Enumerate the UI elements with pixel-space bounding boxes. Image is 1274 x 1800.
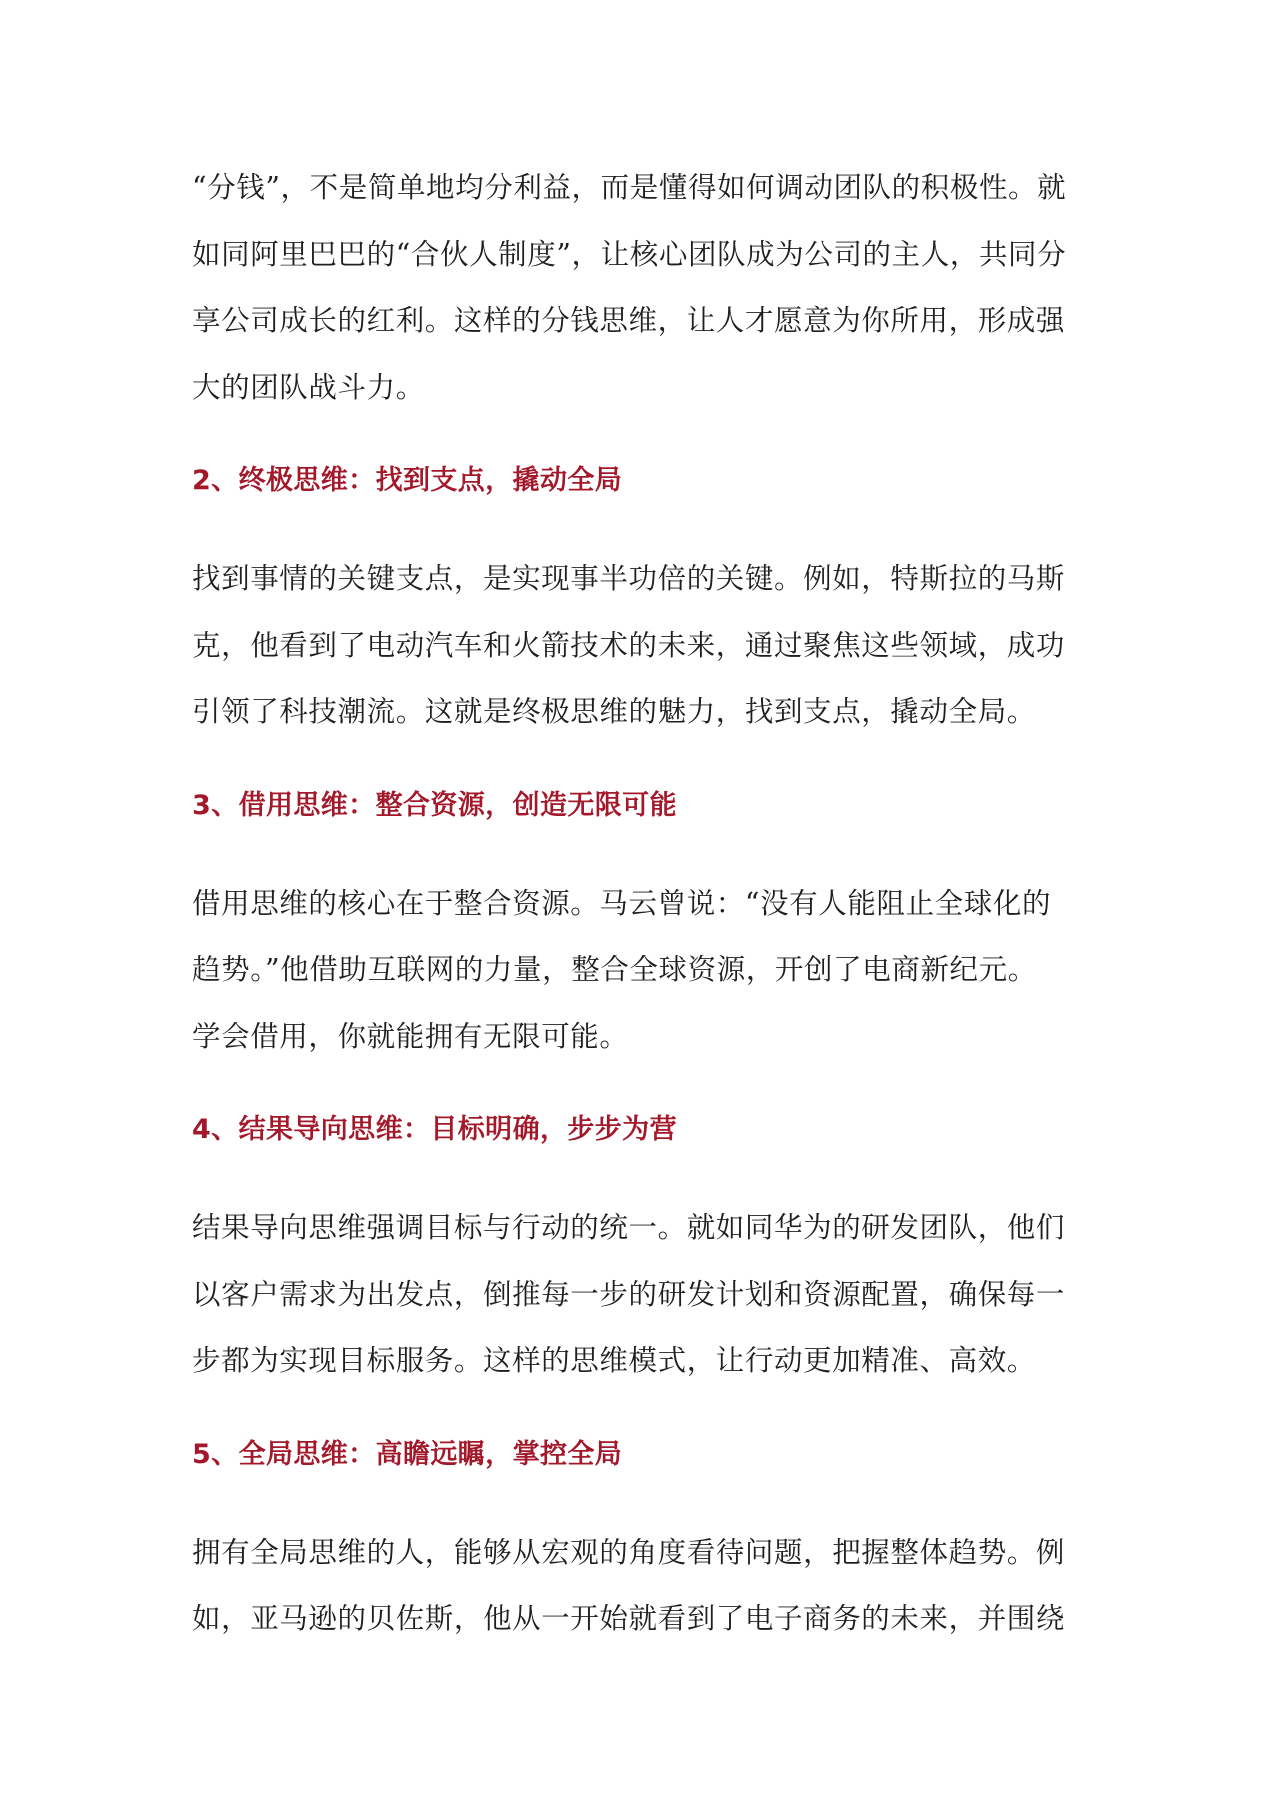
section-heading-result-oriented-thinking: 4、结果导向思维：目标明确，步步为营 — [192, 1114, 677, 1145]
paragraph-line: 拥有全局思维的人，能够从宏观的角度看待问题，把握整体趋势。例 — [192, 1535, 1066, 1569]
paragraph-line: 享公司成长的红利。这样的分钱思维，让人才愿意为你所用，形成强 — [192, 304, 1066, 337]
paragraph-line: 引领了科技潮流。这就是终极思维的魅力，找到支点，撬动全局。 — [192, 695, 1036, 728]
paragraph-line: 如同阿里巴巴的“合伙人制度”，让核心团队成为公司的主人，共同分 — [192, 237, 1067, 271]
paragraph-line: 学会借用，你就能拥有无限可能。 — [192, 1019, 629, 1053]
paragraph-line: 找到事情的关键支点，是实现事半功倍的关键。例如，特斯拉的马斯 — [192, 562, 1066, 595]
paragraph-line: 克，他看到了电动汽车和火箭技术的未来，通过聚焦这些领域，成功 — [192, 628, 1066, 662]
section-heading-ultimate-thinking: 2、终极思维：找到支点，撬动全局 — [192, 465, 623, 496]
paragraph-ultimate-thinking — [192, 546, 1082, 746]
paragraph-line: 趋势。”他借助互联网的力量，整合全球资源，开创了电商新纪元。 — [192, 953, 1037, 986]
section-heading-borrowing-thinking: 3、借用思维：整合资源，创造无限可能 — [192, 789, 677, 821]
paragraph-line: 如，亚马逊的贝佐斯，他从一开始就看到了电子商务的未来，并围绕 — [192, 1602, 1066, 1635]
paragraph-global-thinking — [192, 1520, 1082, 1653]
paragraph-borrowing-thinking — [192, 871, 1082, 1071]
paragraph-line: 结果导向思维强调目标与行动的统一。就如同华为的研发团队，他们 — [192, 1211, 1066, 1244]
paragraph-line: “分钱”，不是简单地均分利益，而是懂得如何调动团队的积极性。就 — [192, 171, 1067, 204]
paragraph-line: 步都为实现目标服务。这样的思维模式，让行动更加精准、高效。 — [192, 1344, 1036, 1377]
paragraph-line: 大的团队战斗力。 — [192, 370, 425, 404]
paragraph-line: 以客户需求为出发点，倒推每一步的研发计划和资源配置，确保每一 — [192, 1277, 1066, 1311]
section-heading-global-thinking: 5、全局思维：高瞻远瞩，掌控全局 — [192, 1438, 623, 1470]
paragraph-line: 借用思维的核心在于整合资源。马云曾说：“没有人能阻止全球化的 — [192, 886, 1052, 920]
article-body — [192, 155, 1082, 1653]
paragraph-profit-sharing — [192, 155, 1082, 421]
paragraph-result-oriented-thinking — [192, 1195, 1082, 1395]
